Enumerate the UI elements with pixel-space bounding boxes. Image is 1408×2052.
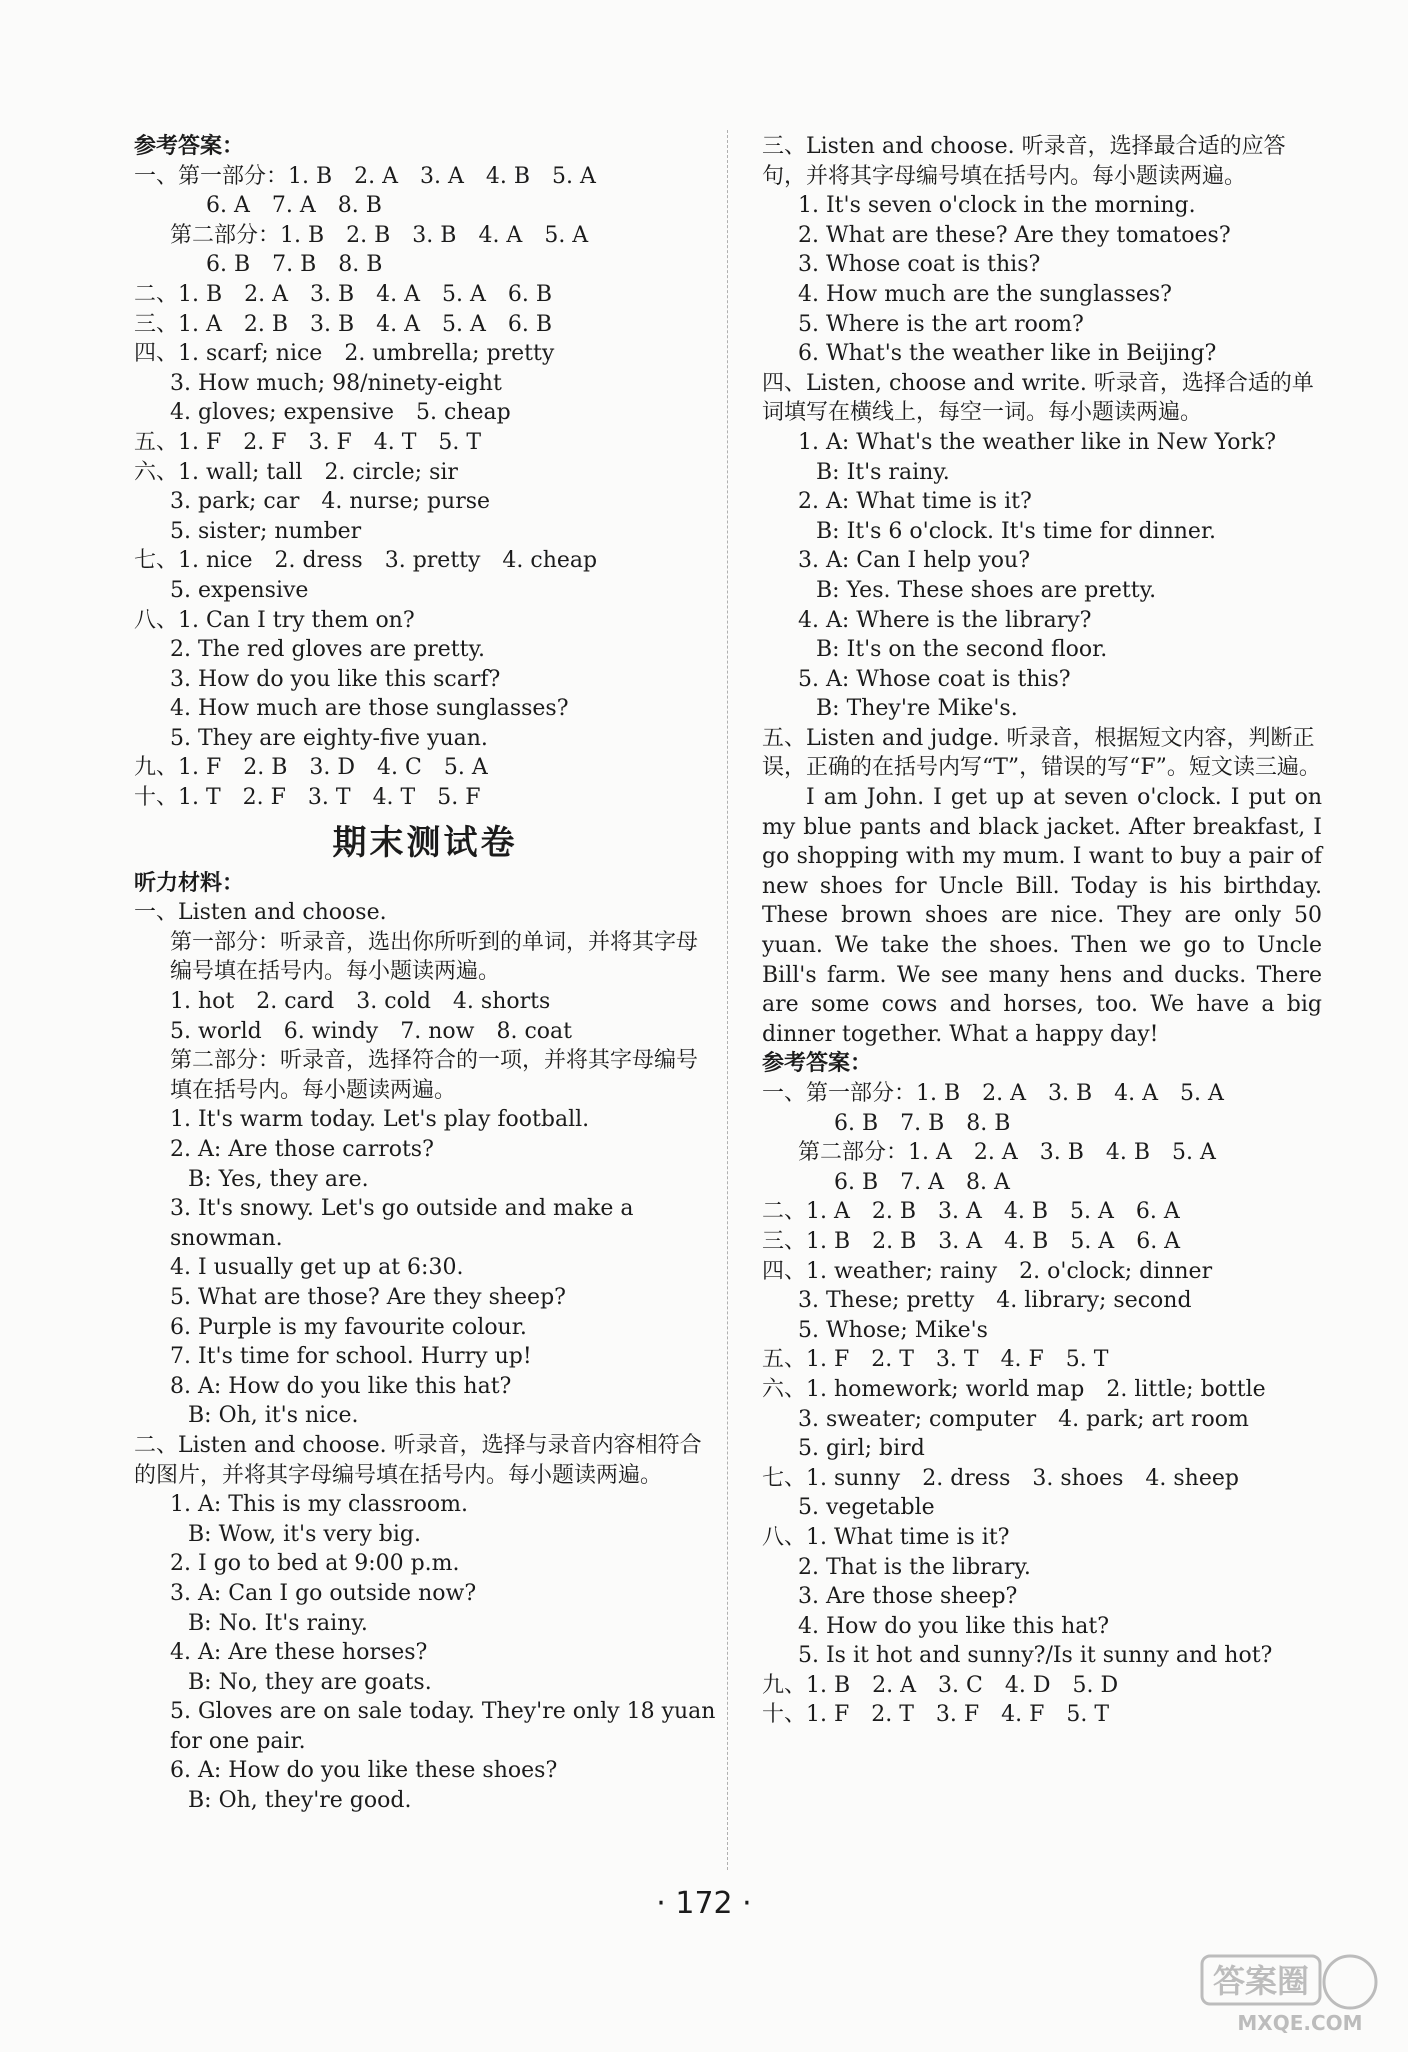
right-line: 6. B 7. A 8. A <box>834 1169 1010 1195</box>
right-line: 5. Where is the art room? <box>798 311 1084 337</box>
left-line: 四、1. scarf; nice 2. umbrella; pretty <box>134 341 555 367</box>
left-line: B: Wow, it's very big. <box>188 1521 421 1547</box>
left-line: 5. Gloves are on sale today. They're only 18 yuan for one pair. <box>170 1699 716 1754</box>
right-line: B: It's on the second floor. <box>816 637 1108 663</box>
left-line: 4. gloves; expensive 5. cheap <box>170 400 511 426</box>
right-line: 九、1. B 2. A 3. C 4. D 5. D <box>762 1672 1119 1698</box>
right-line: 十、1. F 2. T 3. F 4. F 5. T <box>762 1702 1110 1728</box>
left-line: 1. hot 2. card 3. cold 4. shorts <box>170 989 551 1015</box>
left-line: B: No, they are goats. <box>188 1669 432 1695</box>
left-line: 3. A: Can I go outside now? <box>170 1580 477 1606</box>
right-line: 4. How do you like this hat? <box>798 1613 1110 1639</box>
left-line: 十、1. T 2. F 3. T 4. T 5. F <box>134 785 481 811</box>
left-line: 一、第一部分：1. B 2. A 3. A 4. B 5. A <box>134 163 596 189</box>
right-line: 3. These; pretty 4. library; second <box>798 1288 1192 1314</box>
left-line: 6. Purple is my favourite colour. <box>170 1314 527 1340</box>
left-line: 六、1. wall; tall 2. circle; sir <box>134 459 458 485</box>
left-line: 1. It's warm today. Let's play football. <box>170 1107 590 1133</box>
left-line: 4. A: Are these horses? <box>170 1640 428 1666</box>
section-title: 期末测试卷 <box>332 822 518 863</box>
right-line: 四、Listen, choose and write. 听录音，选择合适的单词填写在横线上，每空一词。每小题读两遍。 <box>762 370 1314 426</box>
left-line: 2. I go to bed at 9:00 p.m. <box>170 1551 460 1577</box>
watermark-url: MXQE.COM <box>1237 2011 1363 2035</box>
right-line: 六、1. homework; world map 2. little; bottle <box>762 1376 1266 1402</box>
right-line: 2. A: What time is it? <box>798 489 1032 515</box>
left-line: 八、1. Can I try them on? <box>134 607 415 633</box>
left-line: B: Oh, it's nice. <box>188 1403 359 1429</box>
left-line: 8. A: How do you like this hat? <box>170 1373 512 1399</box>
left-line: 三、1. A 2. B 3. B 4. A 5. A 6. B <box>134 311 553 337</box>
left-line: 2. A: Are those carrots? <box>170 1137 434 1162</box>
left-line: 6. A: How do you like these shoes? <box>170 1758 558 1784</box>
right-line: 3. Whose coat is this? <box>798 252 1041 278</box>
right-line: 八、1. What time is it? <box>762 1524 1010 1550</box>
right-line: 1. A: What's the weather like in New York? <box>798 429 1277 455</box>
left-line: 2. The red gloves are pretty. <box>170 637 485 663</box>
left-line: 二、1. B 2. A 3. B 4. A 5. A 6. B <box>134 281 553 307</box>
right-line: B: It's 6 o'clock. It's time for dinner. <box>816 518 1217 544</box>
left-line: 5. world 6. windy 7. now 8. coat <box>170 1018 572 1044</box>
right-line: B: They're Mike's. <box>816 696 1018 722</box>
left-line: 3. How do you like this scarf? <box>170 666 501 692</box>
right-line: B: Yes. These shoes are pretty. <box>816 577 1157 603</box>
right-line: 4. A: Where is the library? <box>798 607 1092 633</box>
left-line: 第一部分：听录音，选出你所听到的单词，并将其字母编号填在括号内。每小题读两遍。 <box>170 929 699 985</box>
right-line: 五、1. F 2. T 3. T 4. F 5. T <box>762 1347 1109 1373</box>
left-line: 一、Listen and choose. <box>134 900 387 926</box>
column-divider <box>727 130 728 1870</box>
left-line: 4. How much are those sunglasses? <box>170 696 569 722</box>
left-line: 5. expensive <box>170 577 309 603</box>
left-line: 二、Listen and choose. 听录音，选择与录音内容相符合的图片，并将其字母编号填在括号内。每小题读两遍。 <box>134 1432 702 1488</box>
watermark-logo <box>1200 1952 1390 2038</box>
right-line: 2. What are these? Are they tomatoes? <box>798 222 1231 248</box>
right-line: 七、1. sunny 2. dress 3. shoes 4. sheep <box>762 1465 1239 1491</box>
right-column <box>762 132 1322 1730</box>
left-line: 3. park; car 4. nurse; purse <box>170 489 491 515</box>
right-line: 三、Listen and choose. 听录音，选择最合适的应答句，并将其字母编号填在括号内。每小题读两遍。 <box>762 134 1286 189</box>
left-line: 3. It's snowy. Let's go outside and make a snowman. <box>170 1196 634 1251</box>
left-line: 九、1. F 2. B 3. D 4. C 5. A <box>134 755 488 781</box>
right-line: 6. What's the weather like in Beijing? <box>798 341 1217 367</box>
left-line: 1. A: This is my classroom. <box>170 1492 468 1518</box>
left-line: 第二部分：1. B 2. B 3. B 4. A 5. A <box>170 222 589 248</box>
right-line: 五、Listen and judge. 听录音，根据短文内容，判断正误，正确的在括号内写“T”，错误的写“F”。短文读三遍。 <box>762 725 1321 781</box>
right-line: 3. Are those sheep? <box>798 1584 1018 1610</box>
left-line: 4. I usually get up at 6:30. <box>170 1255 464 1281</box>
right-line: B: It's rainy. <box>816 459 950 485</box>
right-line: 5. A: Whose coat is this? <box>798 666 1071 692</box>
left-line: 五、1. F 2. F 3. F 4. T 5. T <box>134 429 482 455</box>
right-line: 四、1. weather; rainy 2. o'clock; dinner <box>762 1258 1213 1284</box>
right-line: 第二部分：1. A 2. A 3. B 4. B 5. A <box>798 1140 1216 1166</box>
left-line: B: No. It's rainy. <box>188 1610 368 1636</box>
right-line: 二、1. A 2. B 3. A 4. B 5. A 6. A <box>762 1199 1180 1225</box>
left-line: 参考答案： <box>134 133 245 159</box>
right-line: 3. sweater; computer 4. park; art room <box>798 1406 1249 1432</box>
right-line: I am John. I get up at seven o'clock. I put on my blue pants and black jacket. After breakfast, I go shopping with my mum. I want to buy a pair of new shoes for Uncle Bill. Today is his birthday. These brown shoes are nice. They are only 50 yuan. We take the shoes. Then we go to Uncle Bill's farm. We see many hens and ducks. There are some cows and horses, too. We have a big dinner together. What a happy day! <box>762 785 1322 1047</box>
left-line: B: Oh, they're good. <box>188 1788 412 1814</box>
right-line: 5. vegetable <box>798 1495 935 1521</box>
watermark-text: 答案圈 <box>1212 1962 1310 2000</box>
right-line: 5. girl; bird <box>798 1436 925 1462</box>
left-line: 3. How much; 98/ninety-eight <box>170 370 502 396</box>
left-column <box>134 132 716 1816</box>
left-line: 听力材料： <box>134 869 245 896</box>
right-line: 2. That is the library. <box>798 1554 1031 1580</box>
left-line: 7. It's time for school. Hurry up! <box>170 1344 532 1370</box>
left-line: 6. A 7. A 8. B <box>206 193 382 219</box>
left-line: B: Yes, they are. <box>188 1166 369 1192</box>
left-line: 5. They are eighty-five yuan. <box>170 725 488 751</box>
right-line: 4. How much are the sunglasses? <box>798 281 1172 307</box>
left-line: 6. B 7. B 8. B <box>206 252 383 278</box>
right-line: 6. B 7. B 8. B <box>834 1110 1011 1136</box>
left-line: 第二部分：听录音，选择符合的一项，并将其字母编号填在括号内。每小题读两遍。 <box>170 1048 699 1103</box>
right-line: 5. Is it hot and sunny?/Is it sunny and hot? <box>798 1643 1273 1669</box>
right-line: 一、第一部分：1. B 2. A 3. B 4. A 5. A <box>762 1081 1224 1106</box>
left-line: 5. What are those? Are they sheep? <box>170 1284 566 1310</box>
right-line: 三、1. B 2. B 3. A 4. B 5. A 6. A <box>762 1228 1181 1254</box>
page-number: · 172 · <box>656 1886 752 1921</box>
right-line: 参考答案： <box>762 1050 873 1077</box>
right-line: 3. A: Can I help you? <box>798 548 1031 574</box>
right-line: 1. It's seven o'clock in the morning. <box>798 193 1196 219</box>
left-line: 5. sister; number <box>170 518 362 544</box>
right-line: 5. Whose; Mike's <box>798 1317 988 1343</box>
left-line: 七、1. nice 2. dress 3. pretty 4. cheap <box>134 548 598 574</box>
